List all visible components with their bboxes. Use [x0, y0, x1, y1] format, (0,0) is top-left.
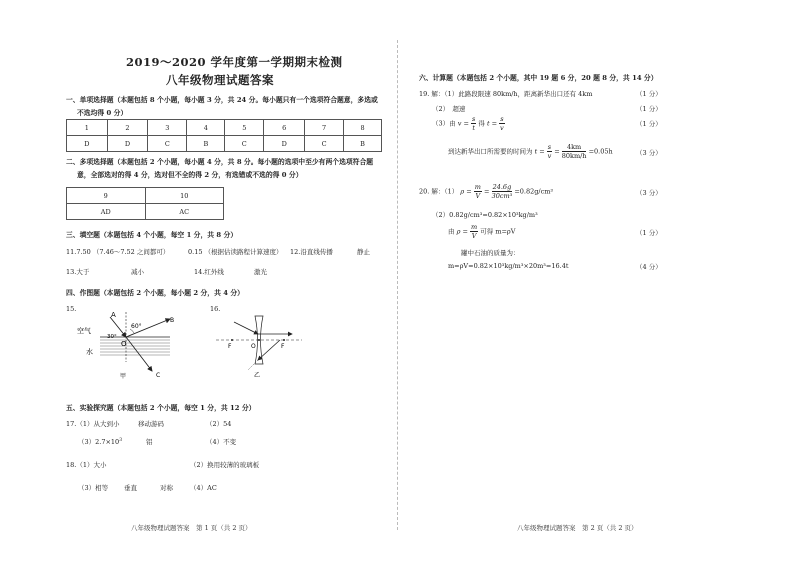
q11-answer: 11.7.50 （7.46～7.52 之间都可） [66, 248, 170, 256]
fraction [492, 183, 513, 200]
table-cell: C [148, 136, 187, 152]
exam-title: 2019～2020 学年度第一学期期末检测 [126, 55, 343, 69]
numerator: 24.6g [492, 183, 512, 191]
label-o-lens: O [251, 343, 256, 350]
q17-2: （2）54 [206, 420, 232, 428]
q19-3-mid: 得 [478, 119, 485, 128]
table-cell: B [344, 136, 382, 152]
q19-4-pre: 到达新华出口所需要的时间为 [448, 147, 533, 156]
denominator: 80km/h [561, 152, 587, 160]
label-air: 空气 [77, 327, 91, 335]
section1-heading-cont: 不选均得 0 分） [77, 109, 128, 117]
q12-answer-2: 静止 [357, 248, 370, 256]
q19-3 [432, 115, 505, 132]
q20-3-score: （1 分） [636, 229, 662, 237]
denominator: v [500, 124, 504, 132]
q19-2: （2） 超速 [432, 105, 466, 113]
fraction [470, 223, 478, 240]
fraction [471, 115, 476, 132]
table-cell: AC [145, 204, 224, 220]
table-cell: 1 [67, 120, 108, 136]
q11-answer-2: 0.15 （根据估读路程计算速度） [188, 248, 283, 256]
q13-answer-2: 减小 [131, 268, 144, 276]
q17-3b: 铝 [146, 438, 153, 446]
q14-answer: 14.红外线 [194, 268, 224, 276]
q20-1-score: （3 分） [636, 189, 662, 197]
figure-16-caption: 乙 [254, 372, 261, 379]
section1-heading: 一、单项选择题（本题包括 8 个小题，每小题 3 分，共 24 分。每小题只有一个选项符合题意，多选或 [66, 96, 378, 104]
section4-heading: 四、作图题（本题包括 2 个小题，每小题 2 分，共 4 分） [66, 289, 244, 297]
label-angle-30: 30° [107, 334, 117, 340]
footer-right: 八年级物理试题答案 第 2 页（共 2 页） [517, 524, 638, 532]
table-row [67, 120, 382, 136]
q20-3 [448, 223, 515, 240]
table-cell: 5 [225, 120, 264, 136]
footer-left: 八年级物理试题答案 第 1 页（共 2 页） [131, 524, 252, 532]
label-f-right: F [281, 343, 285, 350]
table-cell: 7 [305, 120, 344, 136]
q20-5: m=ρV=0.82×10³kg/m³×20m³=16.4t [448, 262, 569, 270]
q20-4: 罐中石油的质量为： [461, 249, 520, 257]
q20-2: （2）0.82g/cm³=0.82×10³kg/m³ [432, 211, 538, 219]
fraction [474, 183, 482, 200]
figure-16-diagram [214, 310, 304, 380]
q19-4-eq: = [554, 147, 560, 156]
numerator: s [471, 115, 476, 123]
q20-5-score: （4 分） [636, 263, 662, 271]
section5-heading: 五、实验探究题（本题包括 2 个小题，每空 1 分，共 12 分） [66, 404, 256, 412]
table-cell: B [187, 136, 225, 152]
table-cell: C [225, 136, 264, 152]
numerator: 4km [562, 143, 587, 152]
section1-answer-table [66, 119, 382, 152]
section6-heading: 六、计算题（本题包括 2 个小题，其中 19 题 6 分，20 题 8 分，共 14 分） [419, 74, 658, 82]
denominator: v [547, 152, 552, 160]
q17-3-exponent: 3 [119, 437, 123, 443]
label-water: 水 [86, 348, 93, 356]
q20-1-pre: 20. 解：（1） [419, 187, 459, 196]
q19-3-pre: （3）由 [432, 119, 456, 128]
table-cell: 3 [148, 120, 187, 136]
q19-4-res: =0.05h [588, 147, 613, 156]
table-row [67, 136, 382, 152]
denominator: 30cm³ [491, 192, 513, 200]
numerator: m [471, 223, 478, 231]
q20-1-rho: ρ = [460, 187, 472, 196]
numerator: s [500, 115, 504, 123]
q15-label: 15. [66, 305, 77, 313]
fraction [547, 143, 552, 160]
figure-15-diagram [70, 307, 190, 383]
q12-answer: 12.沿直线传播 [290, 248, 333, 256]
q20-1 [419, 183, 553, 200]
q18-1: 18.（1）大小 [66, 461, 107, 469]
fraction [562, 143, 587, 160]
q17-1b: 移动游码 [138, 420, 164, 428]
q19-4-score: （3 分） [636, 149, 662, 157]
q20-3-res: 可得 m=ρV [480, 227, 516, 236]
q17-3-value: （3）2.7×10 [78, 438, 120, 446]
section2-heading: 二、多项选择题（本题包括 2 个小题，每小题 4 分，共 8 分。每小题的选项中至少有两个选项符合题 [66, 158, 374, 166]
numerator: s [547, 143, 552, 151]
q19-3-v: v = [457, 119, 469, 128]
q18-3c: 对称 [160, 484, 173, 492]
q19-1-score: （1 分） [636, 90, 662, 98]
q19-1: 19. 解：（1）此路段限速 80km/h，距离新华出口还有 4km [419, 90, 593, 98]
subject-title: 八年级物理试题答案 [166, 73, 274, 87]
section3-heading: 三、填空题（本题包括 4 个小题，每空 1 分，共 8 分） [66, 231, 238, 239]
denominator: t [472, 124, 475, 132]
denominator: V [471, 232, 477, 240]
table-row [67, 204, 224, 220]
q20-1-res: =0.82g/cm³ [514, 187, 554, 196]
q17-3 [78, 437, 122, 446]
table-cell: 8 [344, 120, 382, 136]
q16-label: 16. [210, 305, 221, 313]
fraction [499, 115, 504, 132]
numerator: m [474, 183, 481, 191]
section2-heading-cont: 意，全部选对的得 4 分，选对但不全的得 2 分，有选错或不选的得 0 分） [77, 171, 303, 179]
label-a: A [111, 311, 116, 319]
label-b: B [170, 317, 175, 324]
q19-4-t: t = [534, 147, 545, 156]
figure-15-caption: 甲 [120, 373, 127, 380]
q18-4: （4）AC [190, 484, 217, 492]
q17-1: 17.（1）从大到小 [66, 420, 120, 428]
table-cell: 10 [145, 188, 224, 204]
table-row [67, 188, 224, 204]
table-cell: 4 [187, 120, 225, 136]
label-angle-60: 60° [131, 323, 142, 330]
q13-answer: 13.大于 [66, 268, 90, 276]
q18-3b: 垂直 [124, 484, 137, 492]
q20-3-pre: 由 [448, 227, 455, 236]
q19-2-score: （1 分） [636, 105, 662, 113]
q19-3-t: t = [486, 119, 498, 128]
denominator: V [475, 192, 481, 200]
q17-4: （4）不变 [206, 438, 237, 446]
q18-2: （2）换用较薄的玻璃板 [190, 461, 260, 469]
section2-answer-table [66, 187, 224, 220]
table-cell: 9 [67, 188, 146, 204]
table-cell: AD [67, 204, 146, 220]
table-cell: 6 [264, 120, 305, 136]
q20-3-rho: ρ = [456, 227, 468, 236]
label-c: C [156, 372, 161, 379]
table-cell: 2 [107, 120, 148, 136]
page-divider [397, 40, 398, 530]
q19-3-score: （1 分） [636, 120, 662, 128]
table-cell: D [107, 136, 148, 152]
label-f-left: F [228, 343, 232, 350]
table-cell: D [67, 136, 108, 152]
table-cell: C [305, 136, 344, 152]
table-cell: D [264, 136, 305, 152]
q19-4 [448, 143, 613, 160]
label-o: O [121, 340, 127, 348]
q18-3: （3）相等 [78, 484, 109, 492]
q20-1-eq: = [484, 187, 490, 196]
q14-answer-2: 激光 [254, 268, 267, 276]
